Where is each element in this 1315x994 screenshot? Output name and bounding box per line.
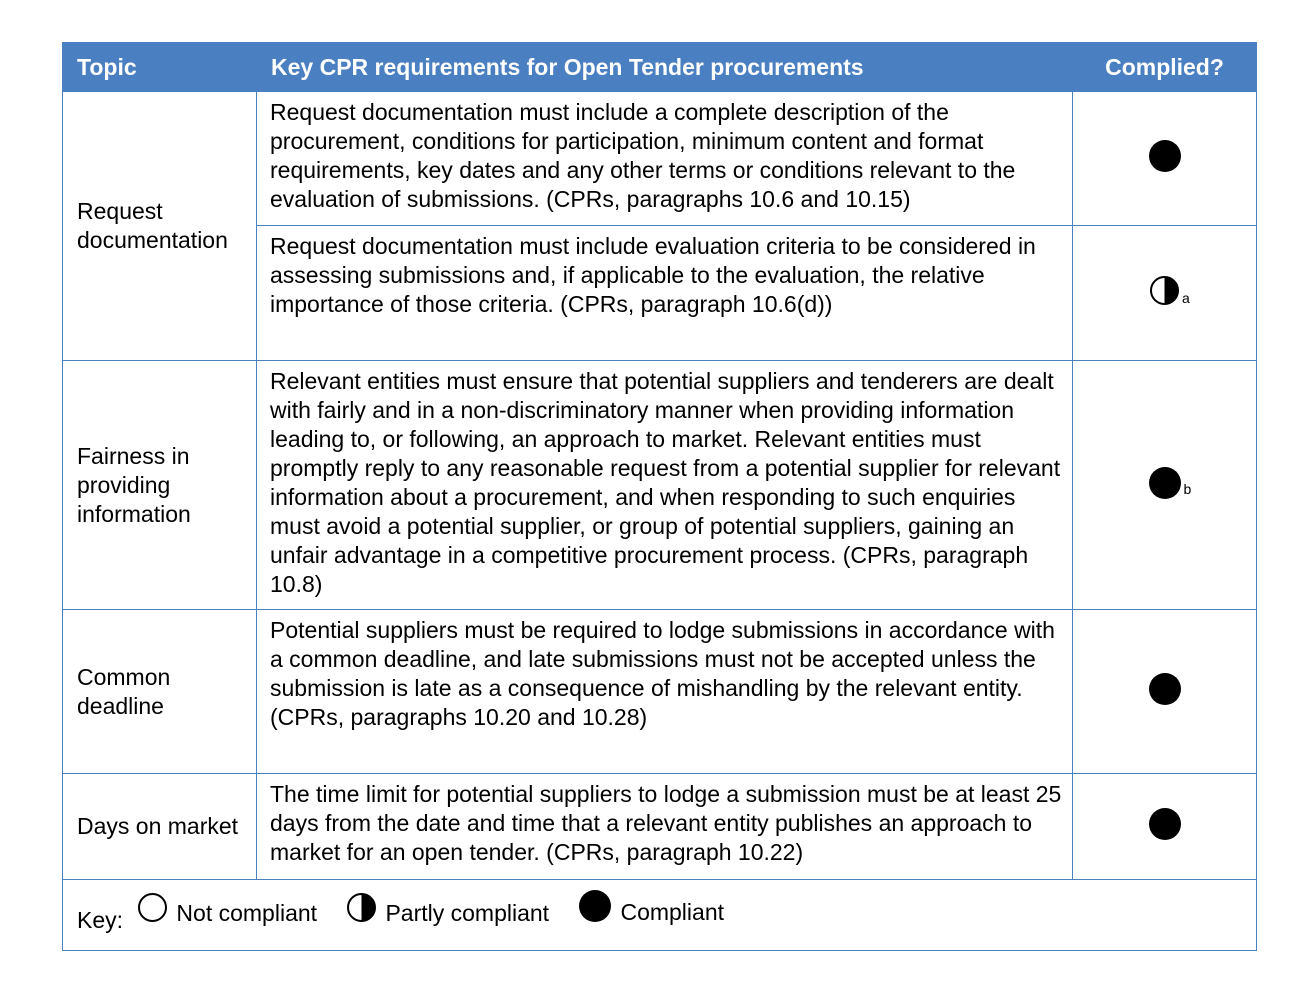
partly-compliant-icon (1150, 276, 1179, 305)
table-row (63, 361, 1257, 610)
status-cell (1073, 774, 1257, 880)
topic-cell: Common deadline (63, 610, 257, 774)
status-cell (1073, 610, 1257, 774)
requirement-cell: The time limit for potential suppliers to lodge a submission must be at least 25 days from the date and time that a relevant entity publishes an approach to market for an open tender. (CPRs, paragraph 10.22) (257, 774, 1073, 880)
status-cell (1073, 361, 1257, 610)
legend-label: Compliant (620, 898, 724, 925)
header-row (63, 43, 1257, 92)
key-row (63, 880, 1257, 951)
status-cell (1073, 92, 1257, 226)
partly-compliant-icon (347, 893, 376, 922)
key-label: Key: (77, 907, 124, 933)
compliant-icon (1149, 140, 1181, 172)
header-requirements: Key CPR requirements for Open Tender procurements (257, 43, 1073, 92)
compliant-icon (1149, 808, 1181, 840)
legend-label: Not compliant (176, 900, 318, 926)
header-topic: Topic (63, 43, 257, 92)
table-row (63, 610, 1257, 774)
requirement-cell: Request documentation must include evaluation criteria to be considered in assessing submissions and, if applicable to the evaluation, the relative importance of those criteria. (CPRs, paragraph 10.6(d)) (257, 226, 1073, 361)
compliant-icon (579, 890, 611, 922)
table-row (63, 774, 1257, 880)
topic-cell: Request documentation (63, 92, 257, 361)
legend-label: Partly compliant (385, 900, 550, 926)
legend (63, 880, 1257, 951)
not-compliant-icon (138, 893, 167, 922)
topic-cell: Fairness in providing information (63, 361, 257, 610)
compliant-icon (1149, 673, 1181, 705)
topic-cell: Days on market (63, 774, 257, 880)
footnote-marker: a (1182, 290, 1190, 306)
cpr-compliance-table (62, 42, 1257, 951)
requirement-cell: Relevant entities must ensure that potential suppliers and tenderers are dealt with fairly and in a non-discriminatory manner when providing information leading to, or following, an approach to market. Relevant entities must promptly reply to any reasonable request from a potential supplier for relevant information about a procurement, and when responding to such enquiries must avoid a potential supplier, or group of potential suppliers, gaining an unfair advantage in a competitive procurement process. (CPRs, paragraph 10.8) (257, 361, 1073, 610)
footnote-marker: b (1183, 480, 1192, 497)
legend-item-partly-compliant (347, 899, 549, 928)
table-row (63, 92, 1257, 226)
header-complied: Complied? (1073, 43, 1257, 92)
legend-item-compliant (579, 896, 724, 928)
legend-item-not-compliant (138, 899, 317, 928)
requirement-cell: Request documentation must include a complete description of the procurement, conditions for participation, minimum content and format requirements, key dates and any other terms or conditions relevant to the evaluation of submissions. (CPRs, paragraphs 10.6 and 10.15) (257, 92, 1073, 226)
status-cell (1073, 226, 1257, 361)
compliant-icon (1149, 467, 1181, 499)
requirement-cell: Potential suppliers must be required to lodge submissions in accordance with a common deadline, and late submissions must not be accepted unless the submission is late as a consequence of mishandling by the relevant entity. (CPRs, paragraphs 10.20 and 10.28) (257, 610, 1073, 774)
